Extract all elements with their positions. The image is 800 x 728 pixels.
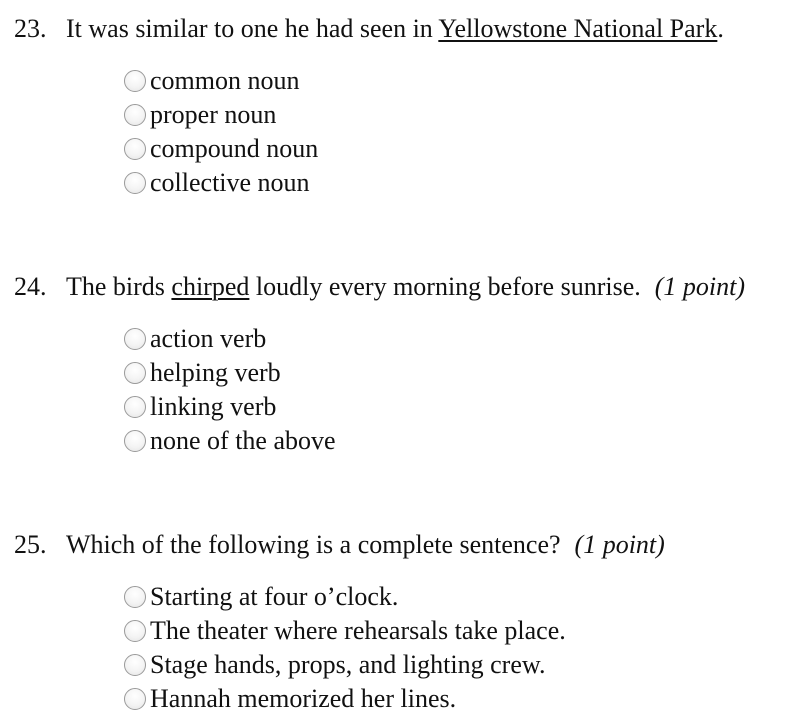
answer-options <box>124 580 566 716</box>
option-linking-verb[interactable] <box>124 390 336 424</box>
radio-button[interactable] <box>124 620 146 642</box>
answer-options <box>124 64 318 200</box>
option-none-of-the-above[interactable] <box>124 424 336 458</box>
option-hannah-memorized[interactable] <box>124 682 566 716</box>
radio-button[interactable] <box>124 138 146 160</box>
question-number: 25. <box>14 530 47 559</box>
question-number: 24. <box>14 272 47 301</box>
radio-button[interactable] <box>124 654 146 676</box>
underlined-word: Yellowstone National Park <box>438 14 718 43</box>
option-label: compound noun <box>150 134 319 163</box>
option-collective-noun[interactable] <box>124 166 318 200</box>
radio-button[interactable] <box>124 172 146 194</box>
radio-button[interactable] <box>124 362 146 384</box>
radio-button[interactable] <box>124 430 146 452</box>
option-action-verb[interactable] <box>124 322 336 356</box>
question-points: (1 point) <box>574 530 665 559</box>
option-label: The theater where rehearsals take place. <box>150 616 566 645</box>
radio-button[interactable] <box>124 688 146 710</box>
option-label: none of the above <box>150 426 336 455</box>
option-stage-hands[interactable] <box>124 648 566 682</box>
option-helping-verb[interactable] <box>124 356 336 390</box>
question-points: (1 point) <box>654 272 746 301</box>
radio-button[interactable] <box>124 104 146 126</box>
option-compound-noun[interactable] <box>124 132 318 166</box>
option-label: helping verb <box>150 358 281 387</box>
underlined-word: chirped <box>171 272 250 301</box>
question-stem <box>14 530 665 560</box>
radio-button[interactable] <box>124 396 146 418</box>
option-label: linking verb <box>150 392 277 421</box>
option-label: Hannah memorized her lines. <box>150 684 457 713</box>
option-starting-at-four[interactable] <box>124 580 566 614</box>
option-label: proper noun <box>150 100 277 129</box>
answer-options <box>124 322 336 458</box>
option-the-theater[interactable] <box>124 614 566 648</box>
option-label: Stage hands, props, and lighting crew. <box>150 650 546 679</box>
question-number: 23. <box>14 14 47 43</box>
option-label: Starting at four o’clock. <box>150 582 399 611</box>
question-text: Which of the following is a complete sentence? <box>66 530 561 559</box>
option-label: collective noun <box>150 168 310 197</box>
radio-button[interactable] <box>124 328 146 350</box>
question-text: It was similar to one he had seen in Yellowstone National Park. <box>66 14 724 43</box>
question-text: The birds chirped loudly every morning before sunrise. <box>66 272 641 301</box>
radio-button[interactable] <box>124 70 146 92</box>
question-stem <box>14 272 745 302</box>
option-label: common noun <box>150 66 300 95</box>
option-common-noun[interactable] <box>124 64 318 98</box>
question-stem <box>14 14 724 44</box>
option-proper-noun[interactable] <box>124 98 318 132</box>
option-label: action verb <box>150 324 267 353</box>
radio-button[interactable] <box>124 586 146 608</box>
